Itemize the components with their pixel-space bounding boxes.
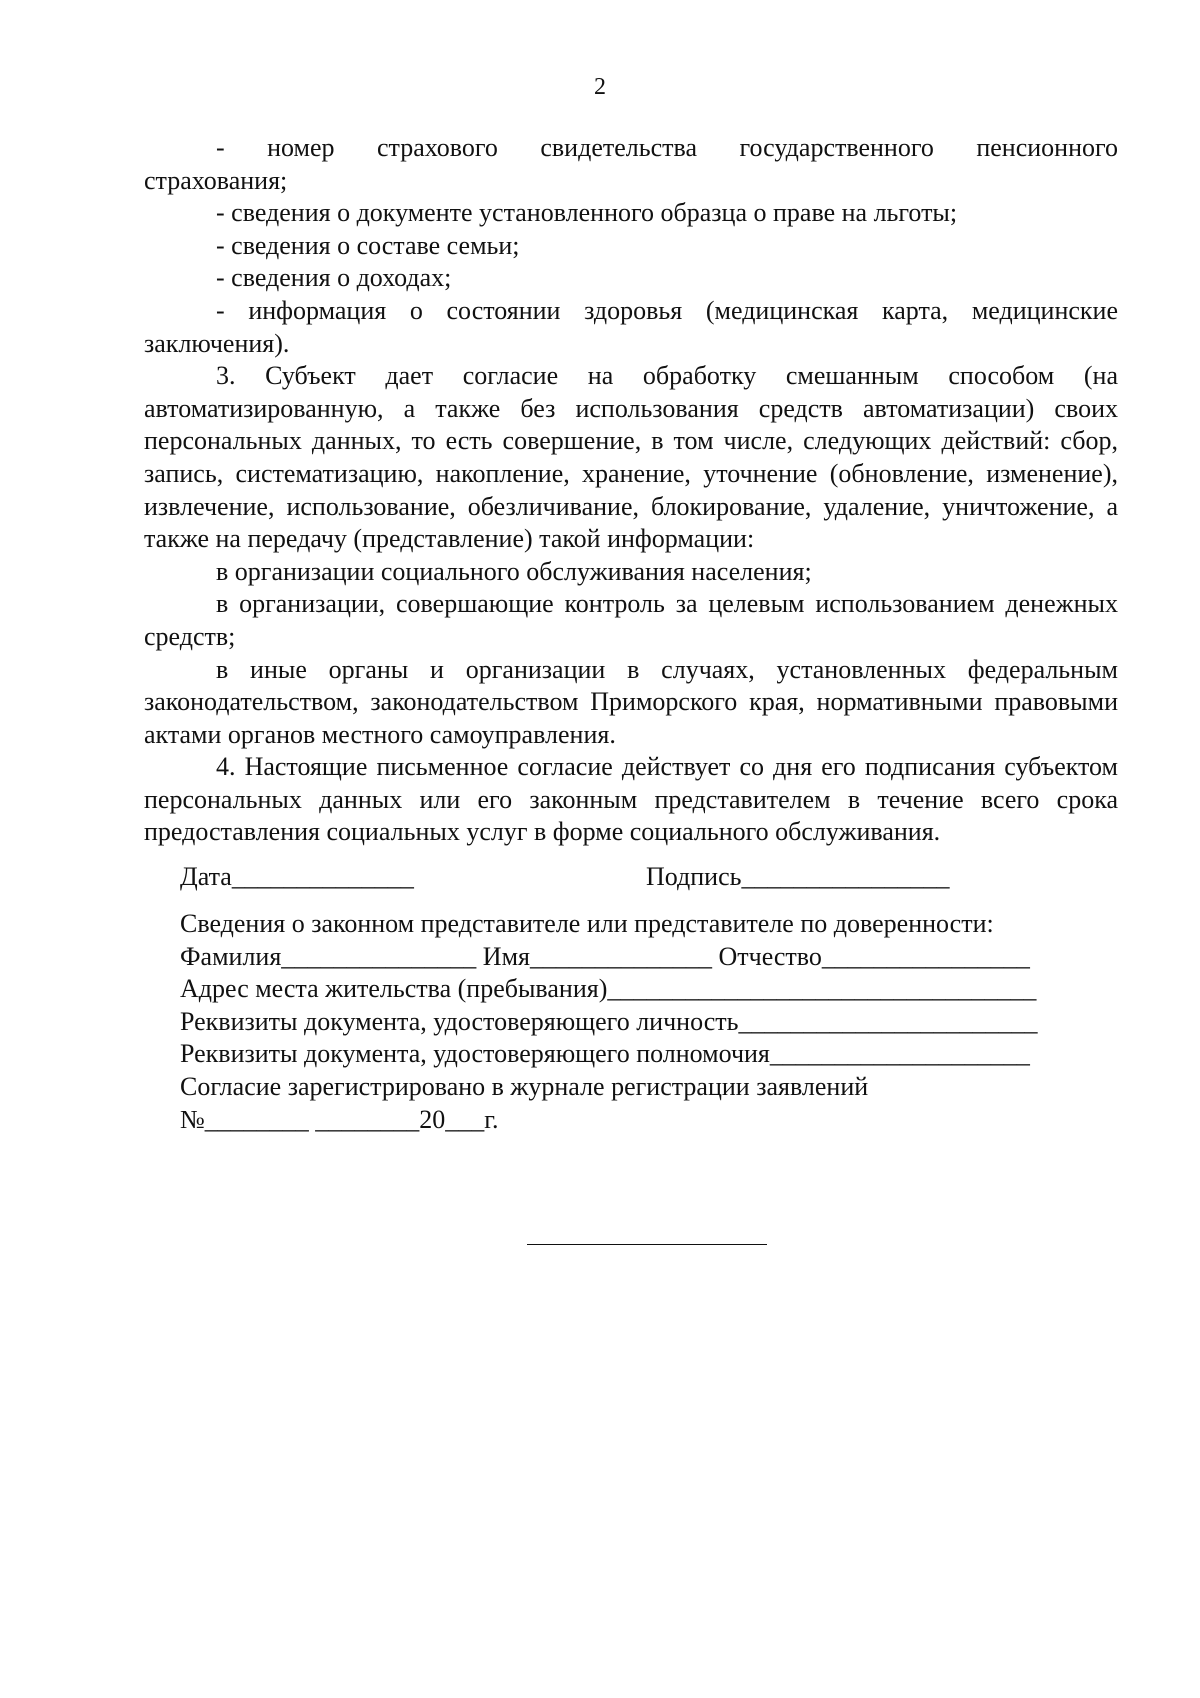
clause-3-recipient-other-bodies: в иные органы и организации в случаях, установленных федеральным законодательством, законодательством Приморского края, нормативными правовыми актами органов местного самоуправления. xyxy=(144,654,1118,749)
signature-field: Подпись________________ xyxy=(646,862,950,892)
list-item-health-information: - информация о состоянии здоровья (медицинская карта, медицинские заключения). xyxy=(144,295,1118,358)
list-item-insurance-number: - номер страхового свидетельства государственного пенсионного xyxy=(216,133,1118,162)
representative-name-line: Фамилия_______________ Имя______________ Отчество________________ xyxy=(180,941,1030,971)
page-number: 2 xyxy=(594,74,606,100)
representative-address-line: Адрес места жительства (пребывания)_________________________________ xyxy=(180,974,1037,1004)
representative-identity-document-line: Реквизиты документа, удостоверяющего личность_______________________ xyxy=(180,1006,1038,1036)
signature-row xyxy=(144,861,1118,894)
date-field: Дата______________ xyxy=(180,862,414,892)
list-item-insurance-number-continued: страхования; xyxy=(144,165,288,195)
representative-heading: Сведения о законном представителе или представителе по доверенности: xyxy=(180,909,994,939)
registration-statement: Согласие зарегистрировано в журнале регистрации заявлений xyxy=(180,1072,869,1102)
list-item-income: - сведения о доходах; xyxy=(216,263,452,293)
registration-number-line: №________ ________20___г. xyxy=(180,1104,499,1134)
document-body xyxy=(144,132,1118,1136)
list-item-family-composition: - сведения о составе семьи; xyxy=(216,230,520,260)
closing-divider-line xyxy=(527,1244,767,1245)
representative-authority-document-line: Реквизиты документа, удостоверяющего полномочия____________________ xyxy=(180,1039,1030,1069)
list-item-benefits-document: - сведения о документе установленного образца о праве на льготы; xyxy=(216,198,958,228)
clause-3-recipient-control-organizations: в организации, совершающие контроль за целевым использованием денежных средств; xyxy=(144,589,1118,651)
representative-section xyxy=(144,908,1118,1136)
clause-3-recipient-social-services: в организации социального обслуживания населения; xyxy=(216,556,812,586)
clause-3-intro: 3. Субъект дает согласие на обработку смешанным способом (на автоматизированную, а также без использования средств автоматизации) своих персональных данных, то есть совершение, в том числе, следующих действий: сбор, запись, систематизацию, накопление, хранение, уточнение (обновление, изменение), извлечение, использование, обезличивание, блокирование, удаление, уничтожение, а также на передачу (представление) такой информации: xyxy=(144,361,1118,554)
clause-4-validity: 4. Настоящие письменное согласие действует со дня его подписания субъектом персональных данных или его законным представителем в течение всего срока предоставления социальных услуг в форме социального обслуживания. xyxy=(144,752,1118,847)
